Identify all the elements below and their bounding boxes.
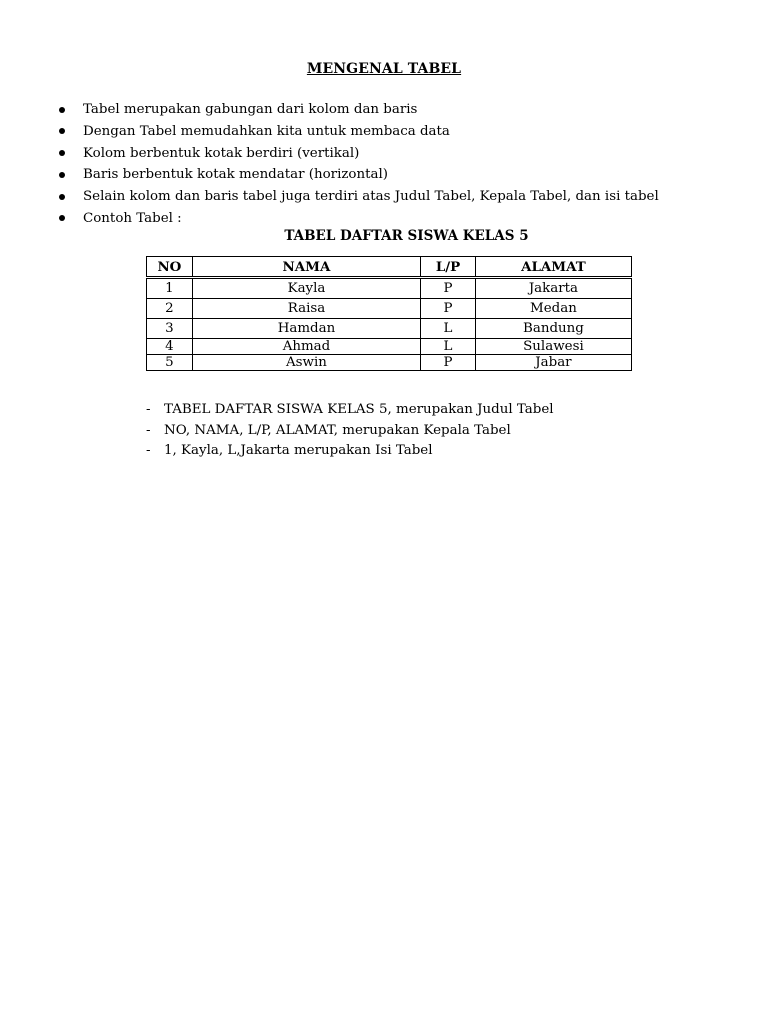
table-row (147, 319, 632, 339)
dash-marker: - (146, 402, 151, 417)
cell-alamat: Bandung (475, 319, 631, 339)
cell-no: 2 (147, 299, 193, 319)
bullet-list (58, 99, 659, 230)
bullet-item (58, 121, 659, 143)
bullet-text: Dengan Tabel memudahkan kita untuk membaca data (83, 123, 450, 139)
cell-alamat: Medan (475, 299, 631, 319)
bullet-text: Kolom berbentuk kotak berdiri (vertikal) (83, 145, 360, 161)
cell-no: 5 (147, 355, 193, 371)
table-row (147, 299, 632, 319)
cell-alamat: Sulawesi (475, 339, 631, 355)
bullet-item (58, 164, 659, 186)
note-text: TABEL DAFTAR SISWA KELAS 5, merupakan Judul Tabel (164, 402, 554, 417)
header-nama: NAMA (192, 257, 420, 278)
student-table (146, 256, 632, 371)
bullet-text: Contoh Tabel : (83, 210, 182, 226)
dash-marker: - (146, 422, 151, 438)
bullet-item (58, 143, 659, 165)
cell-lp: P (421, 299, 476, 319)
note-item (146, 421, 554, 442)
table-row (147, 355, 632, 371)
cell-lp: L (421, 339, 476, 355)
cell-nama: Aswin (192, 355, 420, 371)
notes-list (146, 400, 554, 462)
bullet-dot-icon (59, 172, 65, 178)
note-text: NO, NAMA, L/P, ALAMAT, merupakan Kepala Tabel (164, 422, 511, 438)
table-header-row (147, 257, 632, 278)
note-item (146, 400, 554, 421)
header-alamat: ALAMAT (475, 257, 631, 278)
bullet-dot-icon (59, 128, 65, 134)
cell-nama: Raisa (192, 299, 420, 319)
table-row (147, 278, 632, 299)
table-title: TABEL DAFTAR SISWA KELAS 5 (284, 228, 529, 244)
bullet-item (58, 99, 659, 121)
bullet-dot-icon (59, 150, 65, 156)
cell-lp: L (421, 319, 476, 339)
table-row (147, 339, 632, 355)
bullet-item (58, 208, 659, 230)
bullet-dot-icon (59, 194, 65, 200)
cell-no: 1 (147, 278, 193, 299)
cell-nama: Ahmad (192, 339, 420, 355)
page-title: MENGENAL TABEL (306, 61, 462, 77)
cell-alamat: Jakarta (475, 278, 631, 299)
cell-nama: Kayla (192, 278, 420, 299)
dash-marker: - (146, 443, 151, 458)
cell-alamat: Jabar (475, 355, 631, 371)
bullet-dot-icon (59, 107, 65, 113)
bullet-text: Selain kolom dan baris tabel juga terdiri atas Judul Tabel, Kepala Tabel, dan isi tabel (83, 189, 659, 205)
cell-lp: P (421, 355, 476, 371)
header-no: NO (147, 257, 193, 278)
note-text: 1, Kayla, L,Jakarta merupakan Isi Tabel (164, 443, 433, 458)
bullet-item (58, 186, 659, 208)
cell-no: 4 (147, 339, 193, 355)
cell-no: 3 (147, 319, 193, 339)
cell-nama: Hamdan (192, 319, 420, 339)
bullet-text: Tabel merupakan gabungan dari kolom dan baris (83, 102, 418, 117)
cell-lp: P (421, 278, 476, 299)
header-lp: L/P (421, 257, 476, 278)
note-item (146, 441, 554, 462)
bullet-dot-icon (59, 215, 65, 221)
bullet-text: Baris berbentuk kotak mendatar (horizontal) (83, 167, 388, 183)
